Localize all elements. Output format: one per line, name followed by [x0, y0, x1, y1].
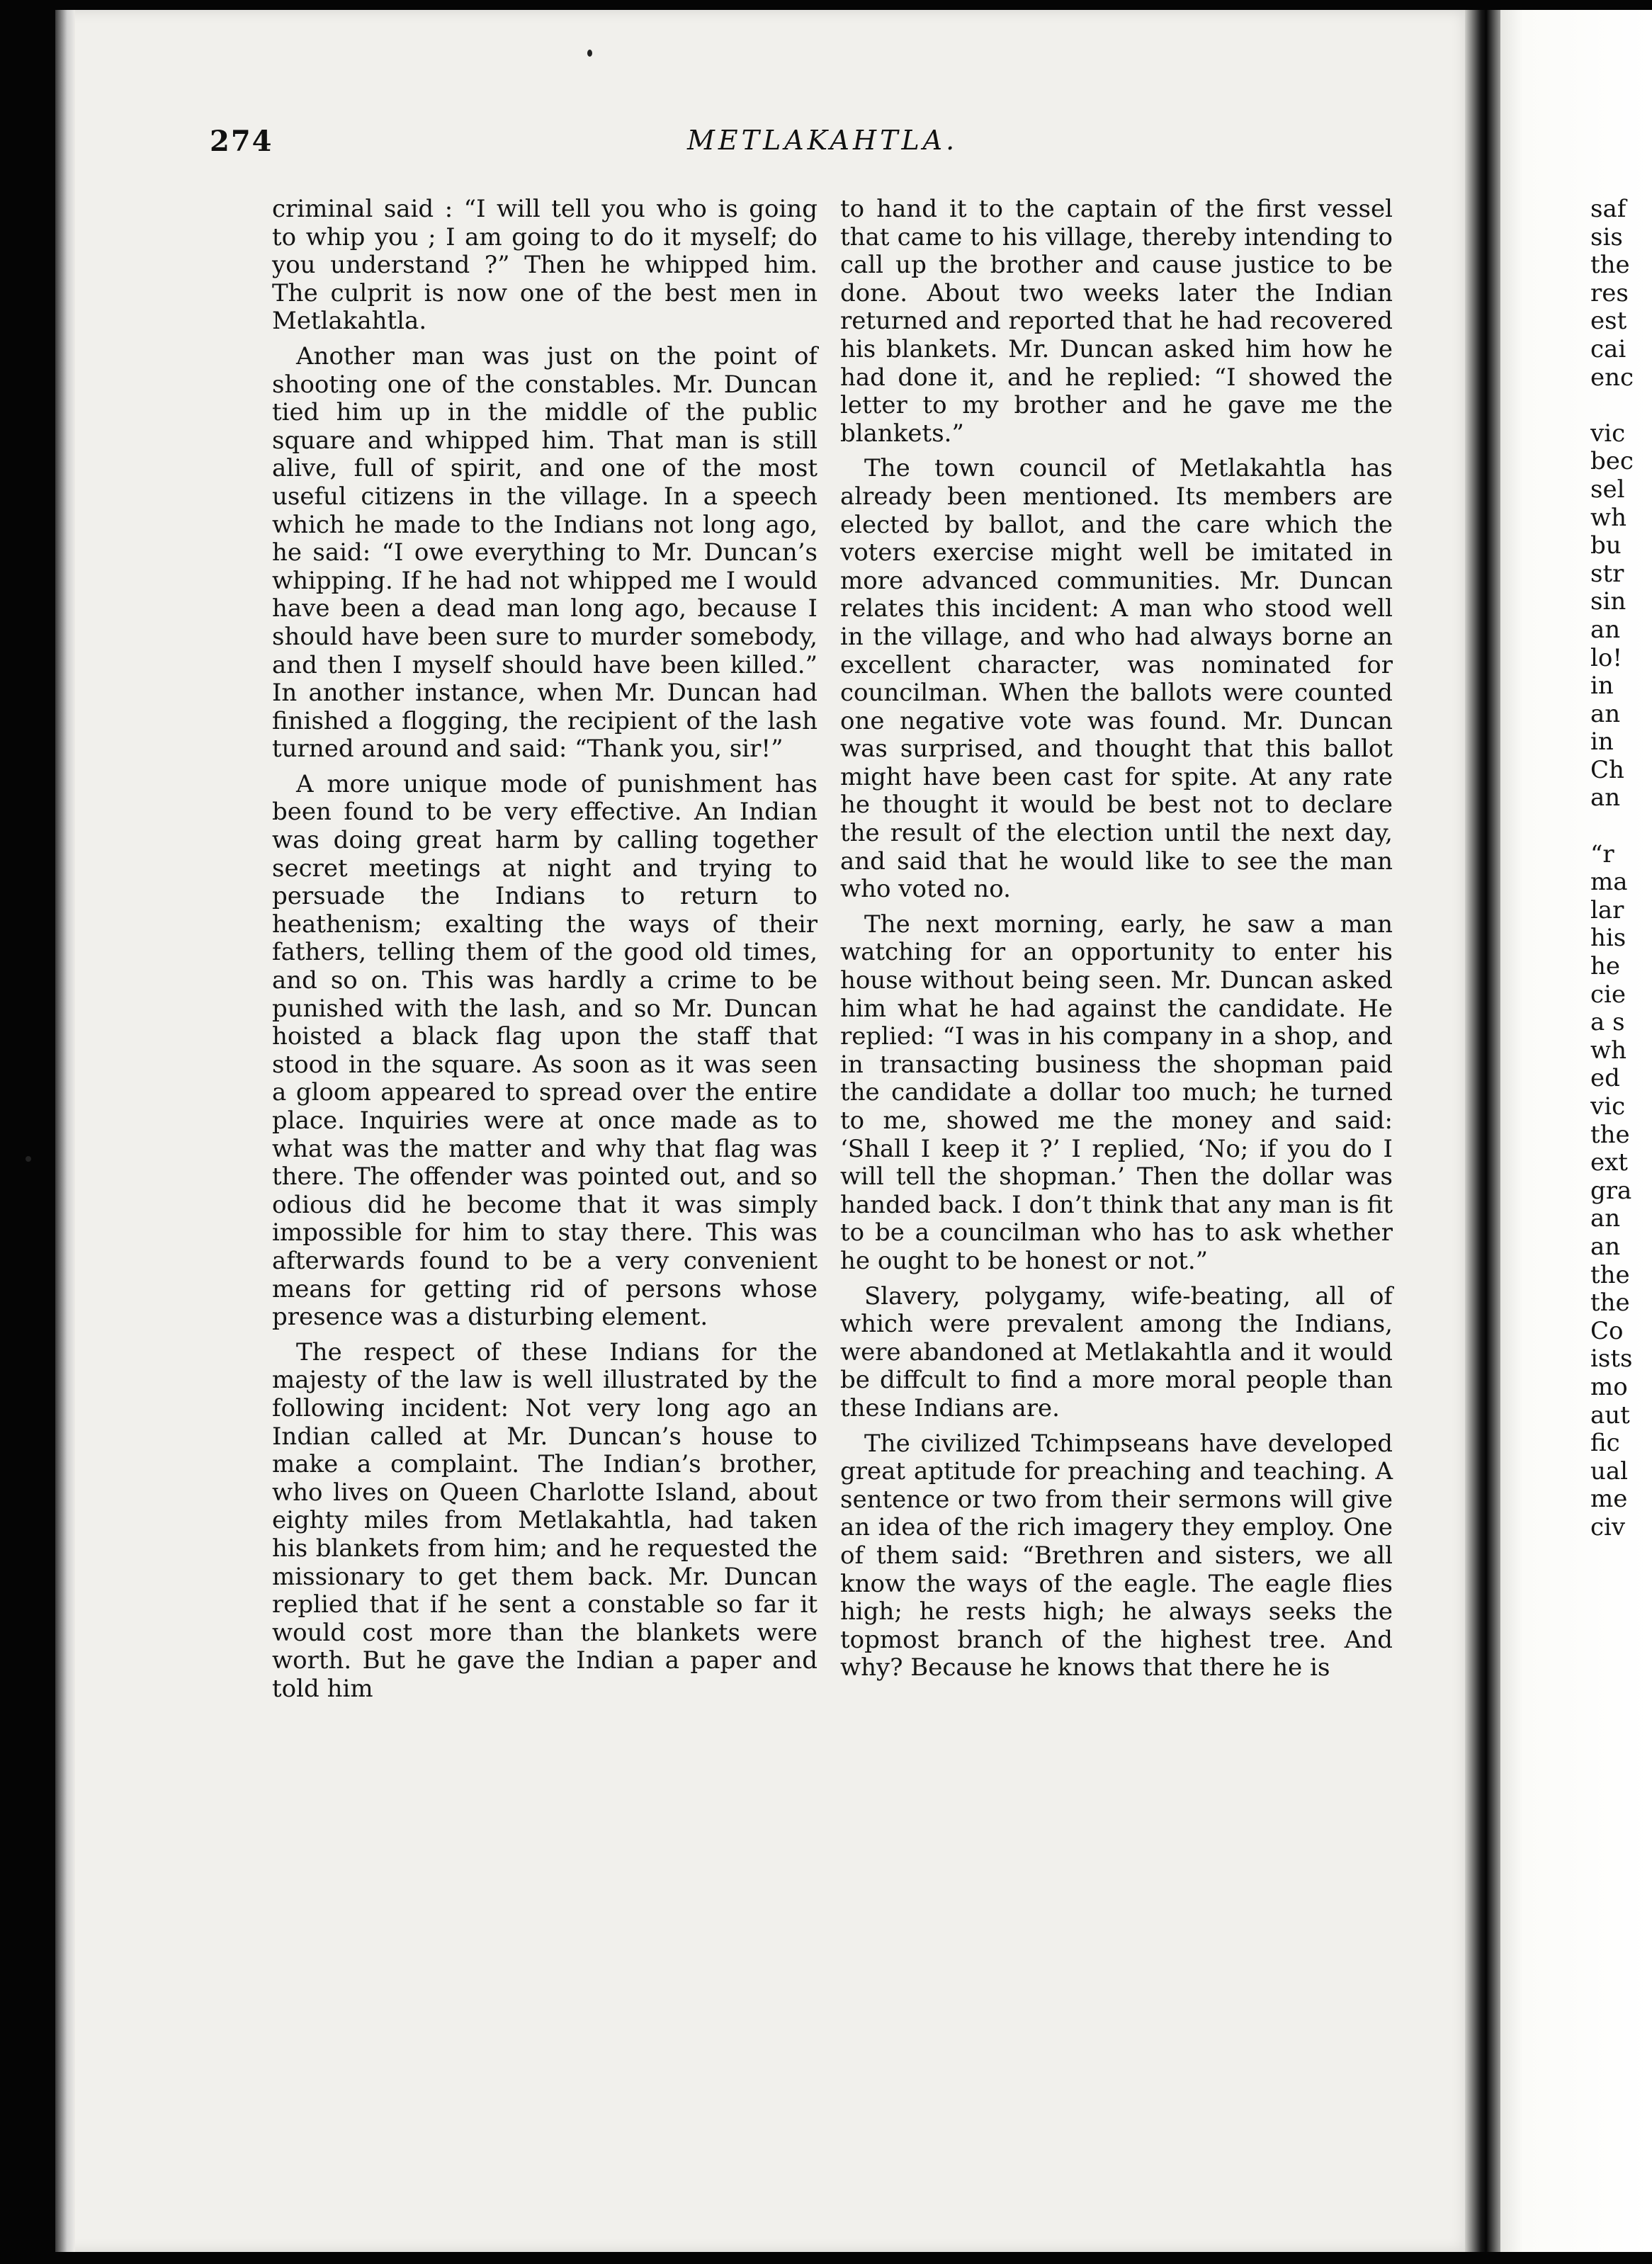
paragraph: to hand it to the captain of the first vessel that came to his village, thereby intending to call up the brother and cause justice to be done. About two weeks later the Indian returned and reported that he had recovered his blankets. Mr. Duncan asked him how he had done it, and he replied: “I showed the letter to my brother and he gave me the blankets.”: [840, 195, 1393, 448]
edge-fragment: cie: [1590, 980, 1626, 1009]
edge-fragment: ma: [1590, 868, 1628, 897]
edge-fragment: bec: [1590, 447, 1634, 476]
edge-fragment: [1590, 392, 1652, 420]
book-gutter: [1465, 10, 1500, 2252]
edge-fragment: in: [1590, 728, 1614, 757]
edge-fragment: ists: [1590, 1345, 1633, 1374]
edge-fragment: sin: [1590, 587, 1626, 616]
edge-fragment: an: [1590, 1232, 1621, 1261]
edge-fragment: civ: [1590, 1512, 1626, 1541]
ink-speck: [587, 50, 592, 57]
paragraph: The town council of Metlakahtla has already been mentioned. Its members are elected by ballot, and the care which the voters exercise might well be imitated in more advanced communities. Mr. Duncan relates this incident: A man who stood well in the village, and who had always borne an excellent character, was nominated for councilman. When the ballots were counted one negative vote was found. Mr. Duncan was surprised, and thought that this ballot might have been cast for spite. At any rate he thought it would be best not to declare the result of the election until the next day, and said that he would like to see the man who voted no.: [840, 454, 1393, 904]
edge-fragment: ual: [1590, 1456, 1629, 1485]
paragraph: Slavery, polygamy, wife-beating, all of which were prevalent among the Indians, were abandoned at Metlakahtla and it would be diffcult to find a more moral people than these Indians are.: [840, 1281, 1393, 1422]
edge-fragment: saf: [1590, 196, 1626, 223]
edge-fragment: an: [1590, 615, 1621, 644]
page-number: 274: [210, 125, 273, 158]
edge-fragment: enc: [1590, 363, 1634, 392]
edge-fragment: an: [1590, 783, 1621, 813]
edge-fragment: wh: [1590, 503, 1626, 532]
edge-fragment: in: [1590, 672, 1614, 701]
ink-speck: [26, 1156, 31, 1162]
edge-fragment: the: [1590, 251, 1630, 280]
edge-fragment: me: [1590, 1485, 1628, 1514]
edge-fragment: vic: [1590, 419, 1626, 448]
edge-fragment: “r: [1590, 839, 1614, 868]
left-column: [272, 196, 817, 1703]
edge-fragment: Co: [1590, 1316, 1624, 1345]
edge-fragment: sel: [1590, 475, 1625, 504]
paragraph: The respect of these Indians for the majesty of the law is well illustrated by the following incident: Not very long ago an Indian called at Mr. Duncan’s house to make a complaint. The Indian’s brother, who lives on Queen Charlotte Island, about eighty miles from Metlakahtla, had taken his blankets from him; and he requested the missionary to get them back. Mr. Duncan replied that if he sent a constable so far it would cost more than the blankets were worth. But he gave the Indian a paper and told him: [272, 1337, 817, 1703]
edge-fragment: str: [1590, 559, 1624, 588]
edge-fragment: sis: [1590, 222, 1623, 251]
edge-fragment: lar: [1590, 895, 1624, 924]
edge-fragment: his: [1590, 924, 1626, 953]
page-left-edge: [55, 10, 75, 2252]
edge-fragment: he: [1590, 952, 1621, 981]
edge-fragment: ed: [1590, 1064, 1620, 1093]
facing-page-text-fragments: [1590, 196, 1652, 1542]
edge-fragment: aut: [1590, 1400, 1630, 1430]
edge-fragment: vic: [1590, 1092, 1626, 1121]
edge-fragment: an: [1590, 699, 1621, 728]
edge-fragment: the: [1590, 1120, 1630, 1149]
edge-fragment: mo: [1590, 1372, 1628, 1401]
edge-fragment: bu: [1590, 531, 1622, 560]
paragraph: A more unique mode of punishment has been found to be very effective. An Indian was doing great harm by calling together secret meetings at night and trying to persuade the Indians to return to heathenism; exalting the ways of their fathers, telling them of the good old times, and so on. This was hardly a crime to be punished with the lash, and so Mr. Duncan hoisted a black flag upon the staff that stood in the square. As soon as it was seen a gloom appeared to spread over the entire place. Inquiries were at once made as to what was the matter and why that flag was there. The offender was pointed out, and so odious did he become that it was simply impossible for him to stay there. This was afterwards found to be a very convenient means for getting rid of persons whose presence was a disturbing element.: [272, 769, 817, 1332]
edge-fragment: cai: [1590, 334, 1626, 363]
edge-fragment: Ch: [1590, 755, 1624, 784]
paragraph: The civilized Tchimpseans have developed great aptitude for preaching and teaching. A sentence or two from their sermons will give an idea of the rich imagery they employ. One of them said: “Brethren and sisters, we all know the ways of the eagle. The eagle flies high; he rests high; he always seeks the topmost branch of the highest tree. And why? Because he knows that there he is: [840, 1429, 1393, 1682]
edge-fragment: wh: [1590, 1036, 1626, 1065]
edge-fragment: ext: [1590, 1148, 1628, 1177]
running-title: METLAKAHTLA.: [687, 125, 958, 156]
edge-fragment: gra: [1590, 1176, 1632, 1205]
edge-fragment: an: [1590, 1204, 1621, 1233]
right-column: [840, 196, 1393, 1682]
edge-fragment: est: [1590, 307, 1627, 336]
edge-fragment: the: [1590, 1260, 1630, 1289]
edge-fragment: [1590, 813, 1652, 841]
edge-fragment: lo!: [1590, 643, 1623, 672]
paragraph: Another man was just on the point of shooting one of the constables. Mr. Duncan tied him up in the middle of the public square and whipped him. That man is still alive, full of spirit, and one of the most useful citizens in the village. In a speech which he made to the Indians not long ago, he said: “I owe everything to Mr. Duncan’s whipping. If he had not whipped me I would have been a dead man long ago, because I should have been sure to murder somebody, and then I myself should have been killed.” In another instance, when Mr. Duncan had finished a flogging, the recipient of the lash turned around and said: “Thank you, sir!”: [272, 341, 817, 764]
edge-fragment: fic: [1590, 1429, 1620, 1458]
edge-fragment: the: [1590, 1289, 1630, 1318]
edge-fragment: res: [1590, 278, 1629, 307]
edge-fragment: a s: [1590, 1008, 1625, 1037]
paragraph: The next morning, early, he saw a man watching for an opportunity to enter his house without being seen. Mr. Duncan asked him what he had against the candidate. He replied: “I was in his company in a shop, and in transacting business the shopman paid the candidate a dollar too much; he turned to me, showed me the money and said: ‘Shall I keep it ?’ I replied, ‘No; if you do I will tell the shopman.’ Then the dollar was handed back. I don’t think that any man is fit to be a councilman who has to ask whether he ought to be honest or not.”: [840, 910, 1393, 1275]
paragraph: criminal said : “I will tell you who is going to whip you ; I am going to do it myself; do you understand ?” Then he whipped him. The culprit is now one of the best men in Metlakahtla.: [272, 195, 817, 336]
